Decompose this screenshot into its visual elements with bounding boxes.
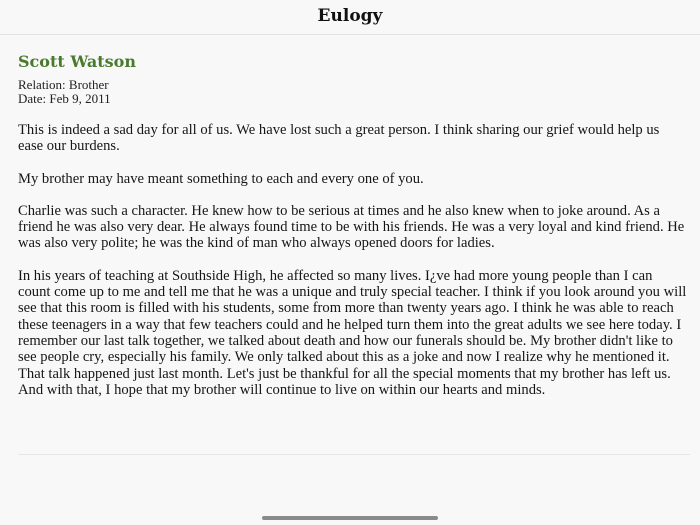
home-indicator[interactable] <box>262 516 438 520</box>
navigation-bar <box>0 0 700 35</box>
eulogy-paragraph: My brother may have meant something to each and every one of you. <box>18 170 424 187</box>
eulogy-body <box>18 122 688 398</box>
author-name: Scott Watson <box>18 52 136 71</box>
content-divider <box>18 454 690 455</box>
eulogy-paragraph: In his years of teaching at Southside High, he affected so many lives. I¿ve had more young people than I can count come up to me and tell me that he was a unique and truly special teacher. I think if you look around you will see that this room is filled with his students, some from more than twenty years ago. I think he was able to reach these teenagers in a way that few teachers could and he helped turn them into the great adults we see here today. I remember our last talk together, we talked about death and how our funerals should be. My brother didn't like to see people cry, especially his family. We only talked about this as a joke and now I realize why he mentioned it. That talk happened just last month. Let's just be thankful for all the special moments that my brother has left us. And with that, I hope that my brother will continue to live on within our hearts and minds. <box>18 267 687 398</box>
eulogy-content <box>18 52 688 414</box>
eulogy-paragraph: Charlie was such a character. He knew how to be serious at times and he also knew when to joke around. As a friend he was also very dear. He always found time to be with his friends. He was a very loyal and kind friend. He was also very polite; he was the kind of man who always opened doors for ladies. <box>18 202 685 252</box>
date-label: Date: Feb 9, 2011 <box>18 91 111 106</box>
eulogy-paragraph: This is indeed a sad day for all of us. We have lost such a great person. I think sharing our grief would help us ease our burdens. <box>18 122 660 155</box>
relation-label: Relation: Brother <box>18 77 109 92</box>
page-title: Eulogy <box>317 6 383 26</box>
